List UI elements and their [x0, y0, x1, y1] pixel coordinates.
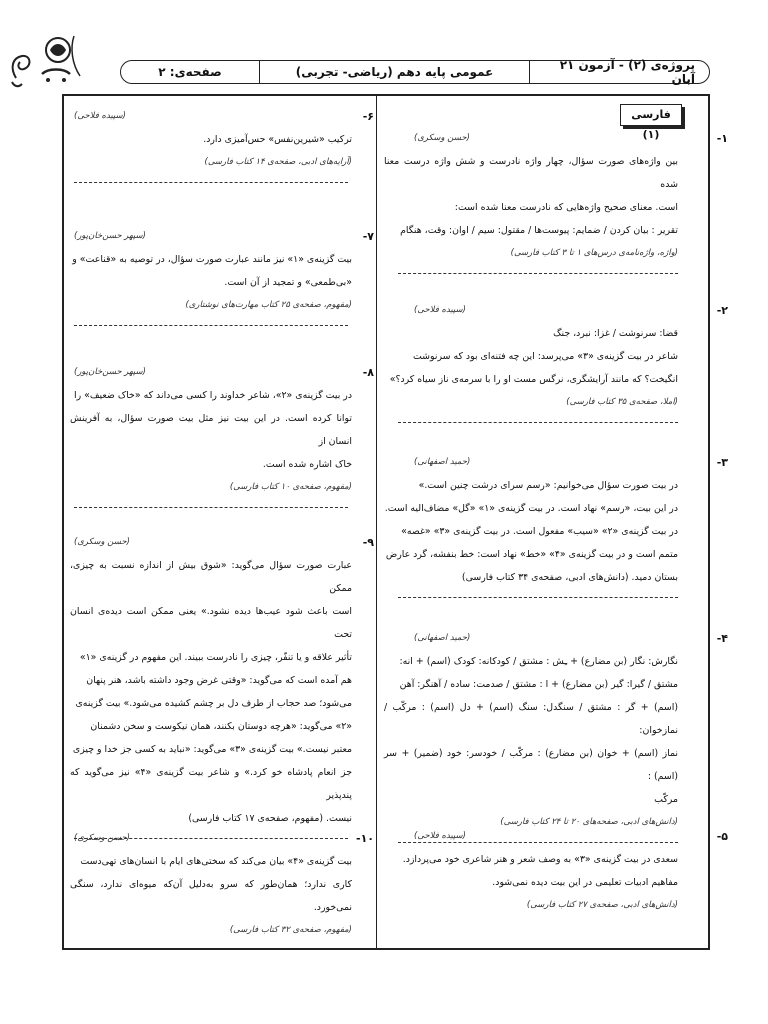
answer-text	[384, 650, 700, 811]
question-number: -۱	[716, 131, 728, 145]
author-name: (حسن وسکری)	[74, 832, 130, 843]
answer-line: انگیخت؟ که مانند آرایشگری، نرگس مست او را با سرمه‌ی ناز سیاه کرد؟»	[389, 374, 678, 385]
answer-line: «بی‌طمعی» و تمجید از آن است.	[224, 277, 352, 288]
answer-line: در بیت گزینه‌ی «۲» «سیب» مفعول است. در بیت گزینه‌ی «۳» «غصه»	[401, 526, 678, 537]
reference: (مفهوم، صفحه‌ی ۱۰ کتاب فارسی)	[229, 482, 352, 492]
reference: (دانش‌های ادبی، صفحه‌ی ۲۷ کتاب فارسی)	[526, 900, 678, 910]
answer-text	[70, 248, 370, 294]
question-8	[70, 360, 374, 530]
answer-line: معتبر نیست.» بیت گزینه‌ی «۳» می‌گوید: «نباید به کسی جز خدا و چیزی	[72, 744, 352, 755]
left-column	[70, 104, 374, 942]
answer-line: بیت گزینه‌ی «۱» نیز مانند عبارت صورت سؤال، در توصیه به «قناعت» و	[72, 254, 352, 265]
answer-line: مشتق / گیرا: گیر (بن مضارع) + ا : مشتق / صدمت: ساده / آهنگر: آهن	[399, 679, 678, 690]
answer-line: جز انعام پادشاه خو کرد.» و شاعر بیت گزینه‌ی «۴» نیز می‌گوید که پندپذیر	[70, 767, 352, 801]
answer-line: بین واژه‌های صورت سؤال، چهار واژه نادرست و شش واژه درست معنا شده	[384, 156, 678, 190]
question-4	[384, 626, 728, 827]
question-number: -۱۰	[356, 831, 374, 845]
answer-line: توانا کرده است. در این بیت نیز مثل بیت صورت سؤال، به آفرینش انسان از	[70, 413, 352, 447]
question-number: -۸	[362, 365, 374, 379]
answer-text	[384, 322, 700, 391]
question-9	[70, 530, 374, 826]
answer-line: مرکّب	[654, 794, 678, 805]
author-name: (سپهر حسن‌خان‌پور)	[74, 230, 146, 241]
author-name: (سپیده فلاحی)	[74, 110, 126, 121]
answer-line: کاری ندارد؛ همان‌طور که سرو به‌دلیل آن‌که میوه‌ای ندارد، سنگی نمی‌خورد.	[70, 879, 352, 913]
question-2	[384, 298, 728, 450]
answer-line: می‌شود؛ صد حجاب از طرف دل بر چشم کشیده می‌شود.» بیت گزینه‌ی	[75, 698, 352, 709]
question-number: -۳	[716, 455, 728, 469]
header-title: پروژه‌ی (۲) - آزمون ۲۱ آبان	[529, 61, 709, 83]
answer-line: تأثیر علاقه و یا تنفّر، چیزی را نادرست ببیند. این مفهوم در گزینه‌ی «۱»	[79, 652, 352, 663]
separator	[74, 325, 348, 326]
author-name: (سپهر حسن‌خان‌پور)	[74, 366, 146, 377]
right-column	[384, 126, 728, 917]
reference: (دانش‌های ادبی، صفحه‌های ۲۰ تا ۲۴ کتاب فارسی)	[500, 817, 678, 827]
section-title: فارسی (۱)	[620, 104, 682, 126]
answer-text	[70, 554, 370, 830]
question-number: -۹	[362, 535, 374, 549]
logo-icon	[8, 28, 106, 90]
answer-line: در این بیت، «رسم» نهاد است. در بیت گزینه‌ی «۱» «گل» مضاف‌الیه است.	[384, 503, 678, 514]
column-divider	[376, 96, 377, 948]
answer-line: شاعر در بیت گزینه‌ی «۳» می‌پرسد: این چه فتنه‌ای بود که سرنوشت	[412, 351, 678, 362]
answer-text	[384, 848, 700, 894]
answer-line: قضا: سرنوشت / غزا: نبرد، جنگ	[553, 328, 678, 339]
question-number: -۵	[716, 829, 728, 843]
author-name: (حمید اصفهانی)	[414, 632, 471, 643]
separator	[74, 507, 348, 508]
header-subject: عمومی پایه دهم (ریاضی- تجربی)	[259, 61, 529, 83]
answer-text	[384, 150, 700, 242]
question-number: -۶	[362, 109, 374, 123]
answer-line: بیت گزینه‌ی «۴» بیان می‌کند که سختی‌های ایام با انسان‌های تهی‌دست	[80, 856, 352, 867]
answer-text	[70, 128, 370, 151]
question-7	[70, 224, 374, 360]
answer-line: (اسم) + گر : مشتق / سنگدل: سنگ (اسم) + دل (اسم) : مرکّب / نمازخوان:	[384, 702, 678, 736]
answer-text	[70, 850, 370, 919]
reference: (مفهوم، صفحه‌ی ۳۲ کتاب فارسی)	[229, 925, 352, 935]
header-page-number: صفحه‌ی: ۲	[158, 65, 222, 79]
answer-line: مفاهیم ادبیات تعلیمی در این بیت دیده نمی‌شود.	[492, 877, 678, 888]
answer-line: ترکیب «شیرین‌نفس» حس‌آمیزی دارد.	[203, 134, 352, 145]
author-name: (سپیده فلاحی)	[414, 830, 466, 841]
answer-line: متمم است و در بیت گزینه‌ی «۴» «خط» نهاد است: خط بنفشه، گرد عارض	[385, 549, 678, 560]
question-5	[384, 824, 728, 917]
question-10	[70, 826, 374, 942]
question-number: -۲	[716, 303, 728, 317]
reference: (واژه، واژه‌نامه‌ی درس‌های ۱ تا ۳ کتاب فارسی)	[510, 248, 678, 258]
answer-line: «۲» می‌گوید: «هرچه دوستان بکنند، همان نیکوست و سخن دشمنان	[90, 721, 352, 732]
answer-line: عبارت صورت سؤال می‌گوید: «شوق بیش از اندازه نسبت به چیزی، ممکن	[70, 560, 352, 594]
author-name: (حسن وسکری)	[74, 536, 130, 547]
answer-text	[70, 384, 370, 476]
answer-line: در بیت صورت سؤال می‌خوانیم: «رسم سرای درشت چنین است.»	[418, 480, 678, 491]
question-6	[70, 104, 374, 224]
answer-text	[384, 474, 700, 589]
answer-line: بستان دمید. (دانش‌های ادبی، صفحه‌ی ۳۴ کتاب فارسی)	[461, 572, 678, 583]
answer-line: نماز (اسم) + خوان (بن مضارع) : مرکّب / خودسر: خود (ضمیر) + سر (اسم) :	[384, 748, 678, 782]
author-name: (حسن وسکری)	[414, 132, 470, 143]
answer-line: است. معنای صحیح واژه‌هایی که نادرست معنا شده است:	[454, 202, 678, 213]
answer-line: نگارش: نگار (بن مضارع) + ـِش : مشتق / کودکانه: کودک (اسم) + انه:	[399, 656, 678, 667]
separator	[74, 182, 348, 183]
question-3	[384, 450, 728, 626]
answer-line: سعدی در بیت گزینه‌ی «۳» به وصف شعر و هنر شاعری خود می‌پردازد.	[402, 854, 678, 865]
reference: (آرایه‌های ادبی، صفحه‌ی ۱۴ کتاب فارسی)	[204, 157, 352, 167]
question-number: -۷	[362, 229, 374, 243]
author-name: (سپیده فلاحی)	[414, 304, 466, 315]
reference: (مفهوم، صفحه‌ی ۲۵ کتاب مهارت‌های نوشتاری)	[185, 300, 352, 310]
answer-line: در بیت گزینه‌ی «۲»، شاعر خداوند را کسی می‌داند که «خاک ضعیف» را	[73, 390, 352, 401]
author-name: (حمید اصفهانی)	[414, 456, 471, 467]
page-header	[120, 60, 710, 84]
separator	[398, 422, 678, 423]
answer-line: نیست. (مفهوم، صفحه‌ی ۱۷ کتاب فارسی)	[188, 813, 352, 824]
separator	[398, 597, 678, 598]
reference: (املا، صفحه‌ی ۳۵ کتاب فارسی)	[566, 397, 678, 407]
answer-line: است باعث شود عیب‌ها دیده نشود.» یعنی ممکن است دیده‌ی انسان تحت	[70, 606, 352, 640]
separator	[398, 273, 678, 274]
answer-line: خاک اشاره شده است.	[262, 459, 352, 470]
question-1	[384, 126, 728, 298]
question-number: -۴	[716, 631, 728, 645]
answer-line: تقریر : بیان کردن / ضمایم: پیوست‌ها / مقتول: سیم / اوان: وقت، هنگام	[400, 225, 678, 236]
answer-line: هم آمده است که می‌گوید: «وقتی غرض وجود داشته باشد، هنر پنهان	[86, 675, 352, 686]
